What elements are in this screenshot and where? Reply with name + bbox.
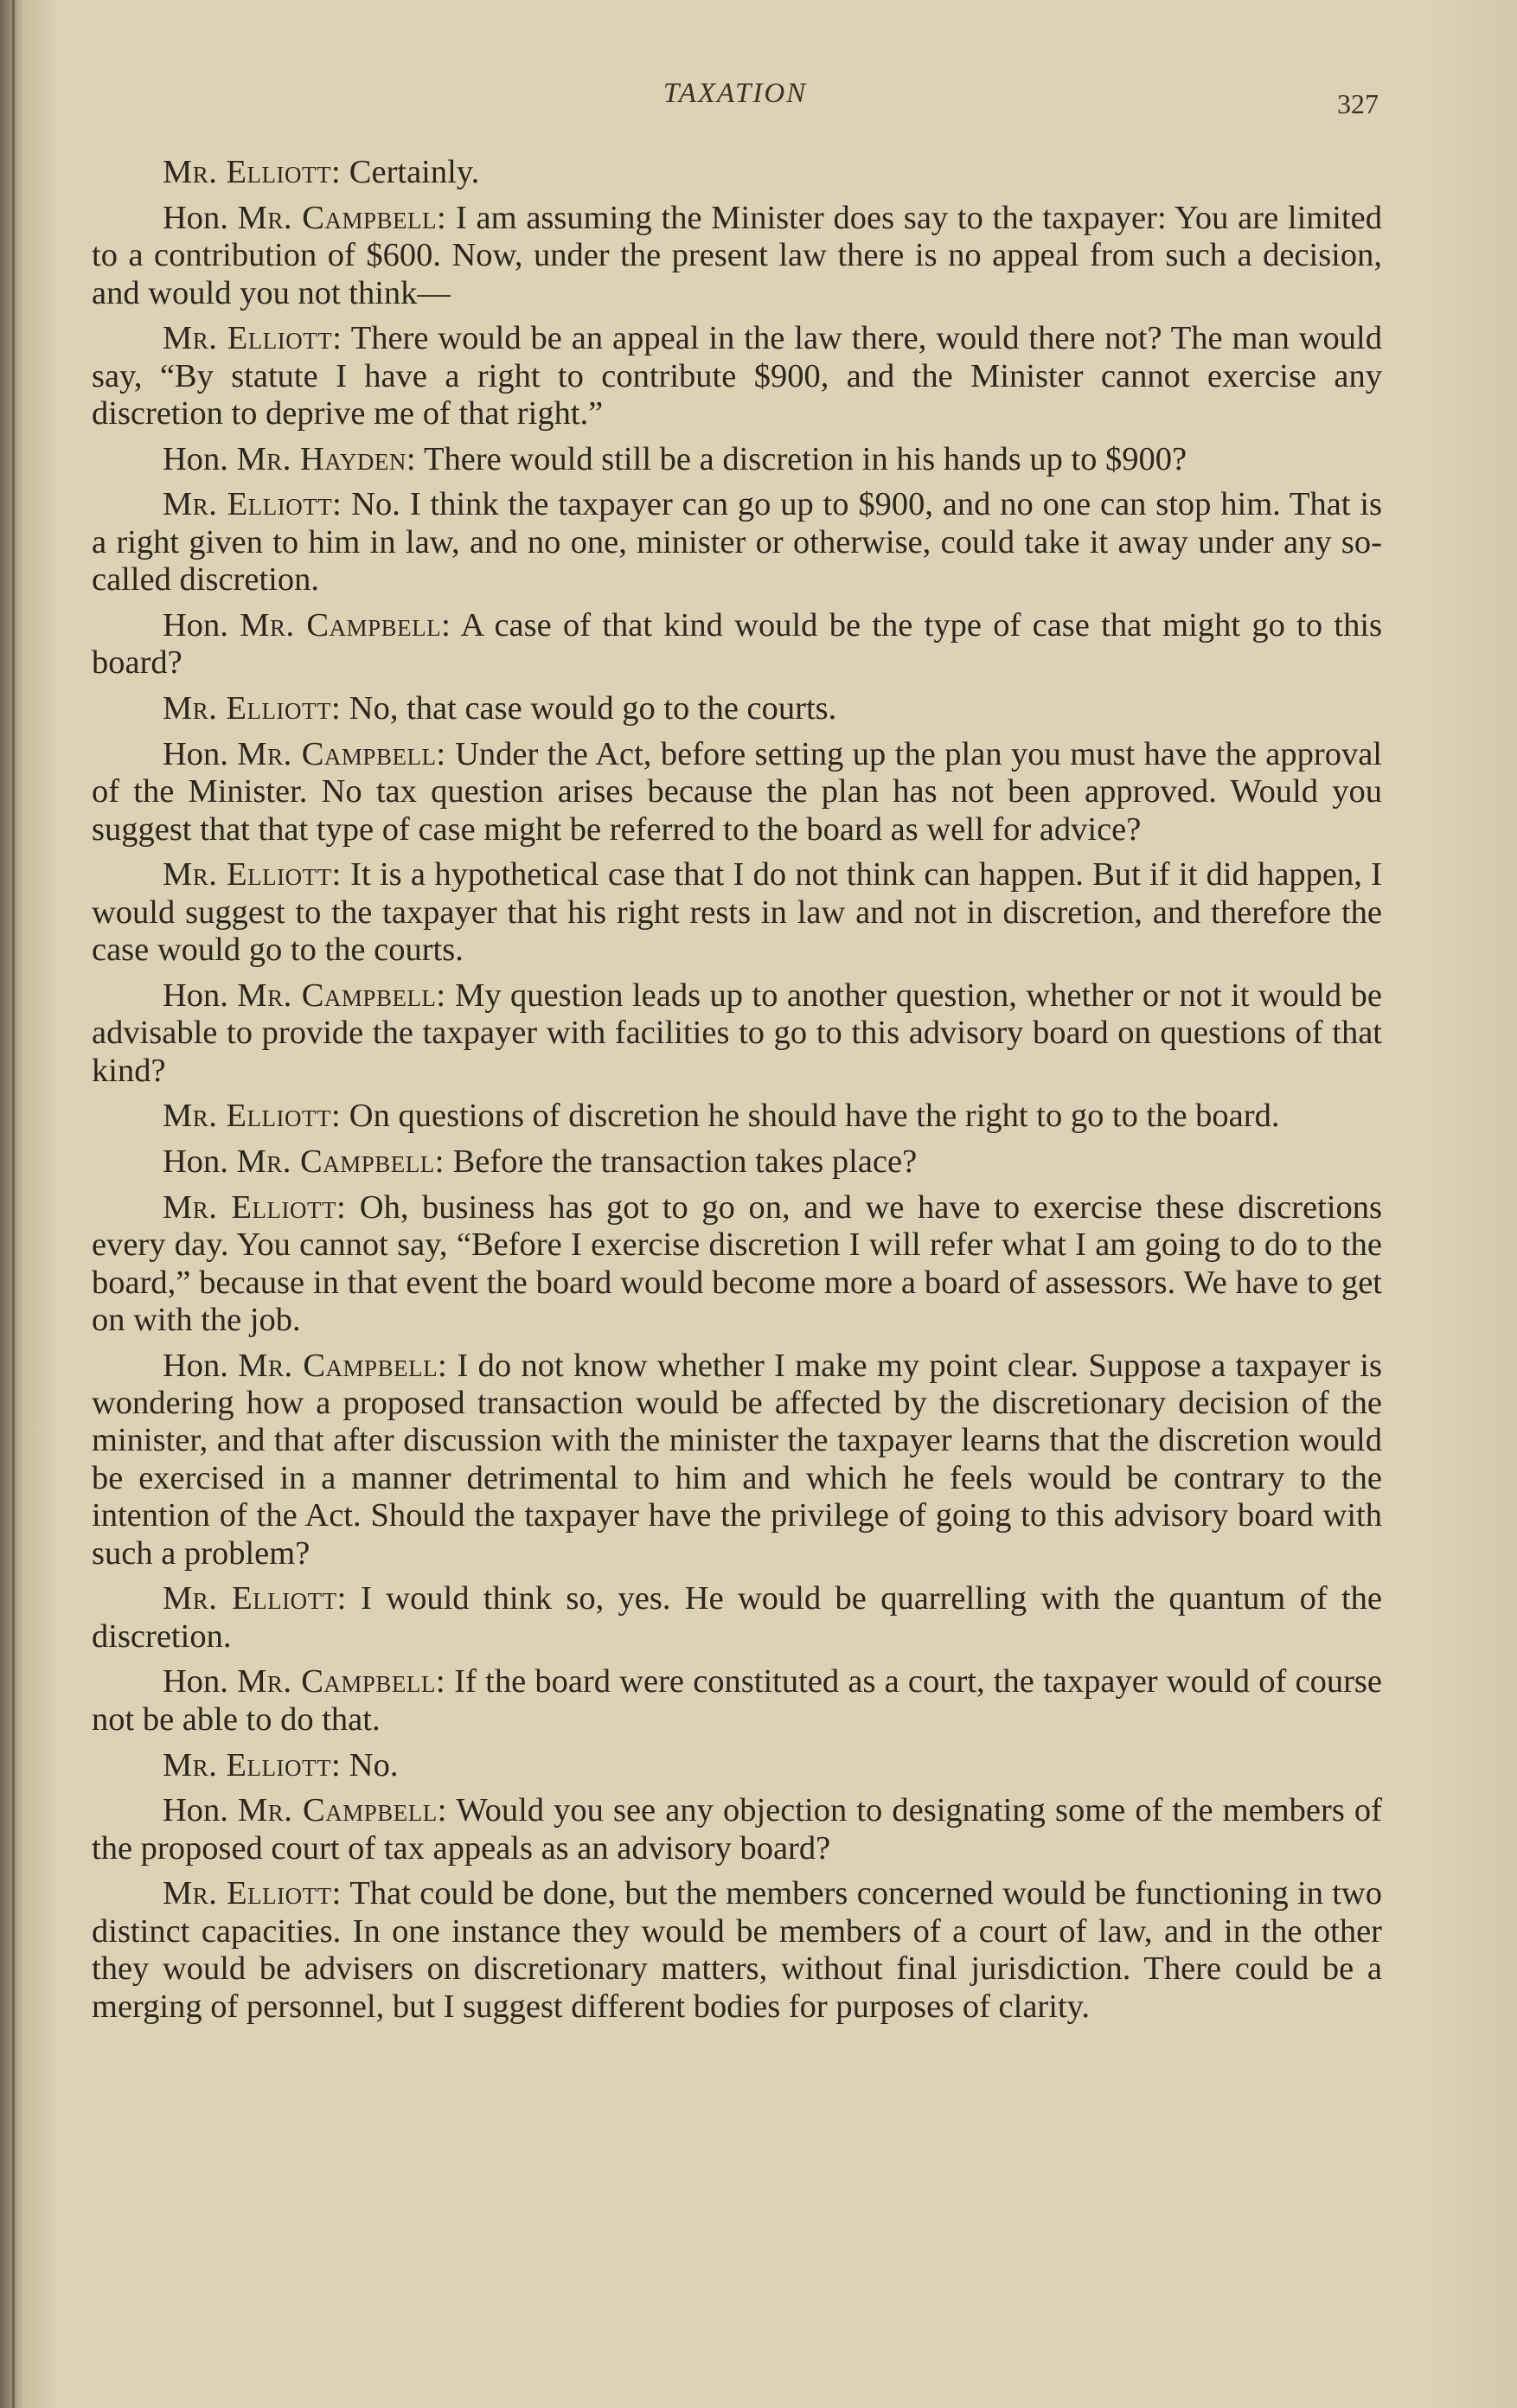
speaker-name: Mr. Elliott: [163, 1098, 342, 1135]
paragraph-text: I do not know whether I make my point clear. Suppose a taxpayer is wondering how a proposed transaction would be affected by the discretionary decision of the minister, and that after discussion with the minister the taxpayer learns that the discretion would be exercised in a manner detrimental to him and which he feels would be contrary to the intention of the Act. Should the taxpayer have the privilege of going to this advisory board with such a problem? [92, 1347, 1382, 1572]
paragraph-text: If the board were constituted as a court, the taxpayer would of course not be able to do that. [92, 1663, 1382, 1738]
speaker-title: Hon. [163, 440, 237, 477]
paragraph-text: Under the Act, before setting up the plan you must have the approval of the Minister. No tax question arises because the plan has not been approved. Would you suggest that that type of case might be referred to the board as well for advice? [92, 735, 1382, 848]
paragraph-text: There would still be a discretion in his hands up to $900? [416, 440, 1187, 477]
paragraph-text: Would you see any objection to designating some of the members of the proposed court of tax appeals as an advisory board? [92, 1792, 1382, 1867]
paragraph-text: On questions of discretion he should have the right to go to the board. [341, 1098, 1280, 1135]
speaker-name: Mr. Campbell: [237, 977, 446, 1014]
paragraph-text: I would think so, yes. He would be quarrelling with the quantum of the discretion. [92, 1580, 1382, 1655]
speaker-name: Mr. Elliott: [163, 1746, 342, 1784]
speaker-name: Mr. Elliott: [163, 1875, 342, 1912]
paragraph-text: Certainly. [341, 154, 480, 190]
paragraph [92, 977, 1382, 1090]
paragraph [92, 1663, 1382, 1739]
speaker-name: Mr. Campbell: [236, 1143, 445, 1181]
speaker-title: Hon. [163, 735, 238, 772]
speaker-title: Hon. [163, 199, 238, 236]
paragraph-text: No. I think the taxpayer can go up to $900, and no one can stop him. That is a right given to him in law, and no one, minister or otherwise, could take it away under any so-called discretion. [92, 486, 1383, 599]
speaker-name: Mr. Elliott: [163, 320, 342, 357]
paragraph [92, 200, 1382, 312]
paragraph-text: My question leads up to another question, whether or not it would be advisable to provide the taxpayer with facilities to go to this advisory board on questions of that kind? [92, 977, 1382, 1089]
paragraph-text: Before the transaction takes place? [444, 1143, 918, 1181]
paragraph [92, 1348, 1382, 1572]
speaker-name: Mr. Elliott: [163, 486, 342, 523]
speaker-name: Mr. Elliott: [163, 1580, 347, 1617]
speaker-name: Mr. Campbell: [237, 1663, 446, 1700]
speaker-name: Mr. Elliott: [163, 154, 342, 190]
speaker-title: Hon. [163, 1143, 237, 1181]
paragraph-text: A case of that kind would be the type of case that might go to this board? [92, 606, 1382, 682]
paragraph [92, 856, 1382, 969]
speaker-name: Mr. Elliott: [163, 1188, 347, 1226]
speaker-title: Hon. [163, 606, 240, 644]
paragraph [92, 690, 1382, 727]
speaker-title: Hon. [163, 977, 238, 1014]
paragraph [92, 320, 1382, 432]
speaker-name: Mr. Elliott: [163, 690, 342, 727]
paragraph [92, 1792, 1382, 1867]
speaker-name: Mr. Hayden: [236, 440, 417, 477]
paragraph [92, 1189, 1382, 1340]
paragraph [92, 1098, 1382, 1135]
book-spine-edge [0, 0, 22, 2408]
running-head: TAXATION [662, 78, 808, 109]
speaker-title: Hon. [163, 1792, 239, 1829]
page-number: 327 [1337, 88, 1379, 119]
paragraph-text: There would be an appeal in the law there, would there not? The man would say, “By statute I have a right to contribute $900, and the Minister cannot exercise any discretion to deprive me of that right.” [92, 320, 1382, 432]
paragraph [92, 441, 1382, 478]
paragraph [92, 154, 1382, 191]
paragraph-text: That could be done, but the members concerned would be functioning in two distinct capacities. In one instance they would be members of a court of law, and in the other they would be advisers on discretionary matters, without final jurisdiction. There could be a merging of personnel, but I suggest different bodies for purposes of clarity. [92, 1875, 1382, 2025]
paragraph-text: Oh, business has got to go on, and we have to exercise these discretions every day. You cannot say, “Before I exercise discretion I will refer what I am going to do to the board,” because in that event the board would become more a board of assessors. We have to get on with the job. [92, 1188, 1382, 1338]
speaker-name: Mr. Campbell: [238, 1347, 448, 1384]
paragraph [92, 736, 1382, 849]
paragraph-text: No, that case would go to the courts. [341, 690, 837, 727]
speaker-name: Mr. Campbell: [237, 199, 447, 236]
paragraph [92, 486, 1382, 599]
paragraph-text: I am assuming the Minister does say to the taxpayer: You are limited to a contribution of $600. Now, under the present law there is no appeal from such a decision, and would you not think— [92, 199, 1382, 311]
paragraph-text: No. [341, 1746, 399, 1784]
speaker-name: Mr. Campbell: [238, 1792, 447, 1829]
paragraph [92, 607, 1382, 682]
speaker-name: Mr. Campbell: [237, 735, 446, 772]
spine-binding-line [12, 0, 15, 2408]
paragraph [92, 1580, 1382, 1656]
page-header [92, 78, 1379, 121]
transcript-body [92, 154, 1382, 2033]
paragraph [92, 1143, 1382, 1181]
paragraph [92, 1875, 1382, 2026]
speaker-name: Mr. Elliott: [163, 856, 342, 893]
paragraph [92, 1747, 1382, 1784]
paragraph-text: It is a hypothetical case that I do not think can happen. But if it did happen, I would suggest to the taxpayer that his right rests in law and not in discretion, and therefore the case would go to the courts. [92, 856, 1382, 969]
speaker-name: Mr. Campbell: [240, 606, 451, 644]
speaker-title: Hon. [163, 1663, 238, 1700]
speaker-title: Hon. [163, 1347, 239, 1384]
